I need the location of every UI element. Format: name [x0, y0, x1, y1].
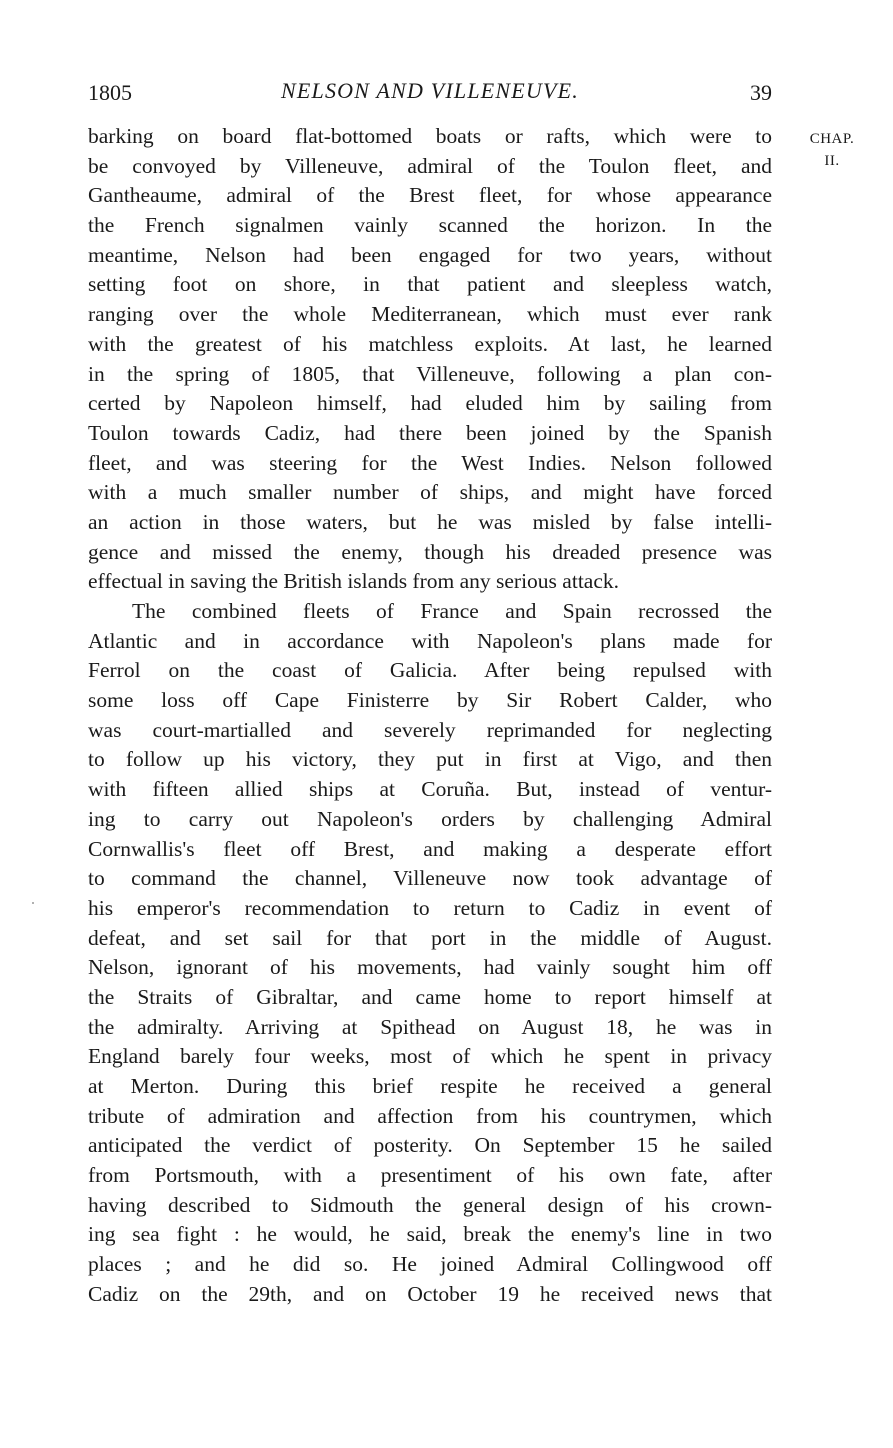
- text-line: Toulon towards Cadiz, had there been joined by the Spanish: [88, 420, 772, 445]
- body-text: [88, 122, 772, 1310]
- text-line: his emperor's recommendation to return to Cadiz in event of: [88, 895, 772, 920]
- text-line: Nelson, ignorant of his movements, had vainly sought him off: [88, 955, 772, 980]
- text-line: ing to carry out Napoleon's orders by challenging Admiral: [88, 806, 772, 831]
- text-line: at Merton. During this brief respite he received a general: [88, 1074, 772, 1098]
- text-line: Cornwallis's fleet off Brest, and making a desperate effort: [88, 836, 772, 861]
- text-line: some loss off Cape Finisterre by Sir Robert Calder, who: [88, 688, 772, 713]
- text-line: with fifteen allied ships at Coruña. But, instead of ventur-: [88, 777, 772, 802]
- page-number: 39: [750, 80, 772, 105]
- text-line: fleet, and was steering for the West Indies. Nelson followed: [88, 450, 772, 475]
- text-line: ing sea fight : he would, he said, break the enemy's line in two: [88, 1222, 772, 1247]
- text-line: be convoyed by Villeneuve, admiral of the Toulon fleet, and: [88, 153, 772, 178]
- text-line: places ; and he did so. He joined Admiral Collingwood off: [88, 1252, 772, 1277]
- text-line: with a much smaller number of ships, and might have forced: [88, 480, 772, 505]
- text-line: the admiralty. Arriving at Spithead on August 18, he was in: [88, 1014, 772, 1039]
- text-line: Ferrol on the coast of Galicia. After being repulsed with: [88, 658, 772, 683]
- text-line: to follow up his victory, they put in first at Vigo, and then: [88, 747, 772, 772]
- header-year: 1805: [88, 80, 132, 105]
- text-line: anticipated the verdict of posterity. On September 15 he sailed: [88, 1133, 772, 1158]
- paragraph-start-line: The combined fleets of France and Spain recrossed the: [132, 599, 772, 623]
- chapter-margin-note: [802, 128, 862, 172]
- text-line: barking on board flat-bottomed boats or rafts, which were to: [88, 124, 772, 148]
- text-line: an action in those waters, but he was misled by false intelli-: [88, 509, 772, 534]
- text-line: the French signalmen vainly scanned the horizon. In the: [88, 213, 772, 238]
- text-line: having described to Sidmouth the general design of his crown-: [88, 1192, 772, 1217]
- text-line: from Portsmouth, with a presentiment of his own fate, after: [88, 1163, 772, 1188]
- text-line: ranging over the whole Mediterranean, which must ever rank: [88, 302, 772, 327]
- margin-note-number: II.: [824, 153, 840, 169]
- text-line: Atlantic and in accordance with Napoleon's plans made for: [88, 628, 772, 653]
- text-line: defeat, and set sail for that port in the middle of August.: [88, 925, 772, 950]
- text-line: Cadiz on the 29th, and on October 19 he received news that: [88, 1281, 772, 1306]
- text-line: gence and missed the enemy, though his dreaded presence was: [88, 539, 772, 564]
- text-line: certed by Napoleon himself, had eluded him by sailing from: [88, 391, 772, 416]
- text-line: the Straits of Gibraltar, and came home to report himself at: [88, 984, 772, 1009]
- text-line: was court-martialled and severely reprimanded for neglecting: [88, 717, 772, 742]
- text-line: setting foot on shore, in that patient and sleepless watch,: [88, 272, 772, 297]
- scan-speck: [32, 902, 34, 904]
- text-line: tribute of admiration and affection from his countrymen, which: [88, 1103, 772, 1128]
- running-header: [88, 78, 772, 108]
- text-line: meantime, Nelson had been engaged for two years, without: [88, 242, 772, 267]
- text-line: with the greatest of his matchless exploits. At last, he learned: [88, 331, 772, 356]
- text-line: in the spring of 1805, that Villeneuve, following a plan con-: [88, 361, 772, 386]
- text-line: Gantheaume, admiral of the Brest fleet, for whose appearance: [88, 183, 772, 208]
- header-title: NELSON AND VILLENEUVE.: [281, 78, 579, 103]
- text-line: to command the channel, Villeneuve now took advantage of: [88, 866, 772, 891]
- text-line: England barely four weeks, most of which he spent in privacy: [88, 1044, 772, 1069]
- paragraph-end-line: effectual in saving the British islands from any serious attack.: [88, 569, 620, 594]
- margin-note-chap: CHAP.: [809, 131, 855, 147]
